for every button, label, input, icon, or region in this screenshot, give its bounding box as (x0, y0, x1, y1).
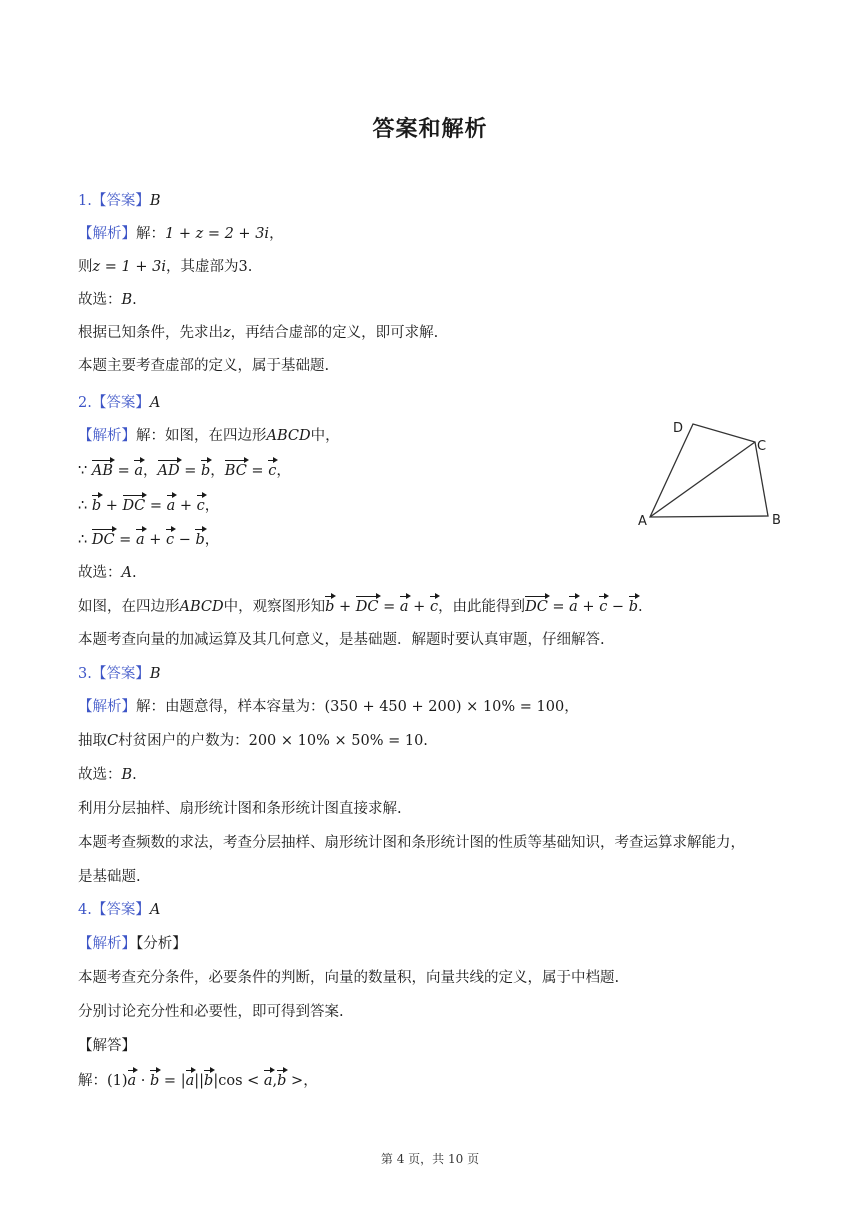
q1-text: . (247, 259, 253, 275)
q4-math: (1) (107, 1073, 128, 1089)
plus: + (175, 498, 197, 514)
q1-analysis-line-1 (78, 224, 284, 244)
comma: ， (276, 463, 291, 479)
q2-answer-tag: 【答案】 (91, 395, 150, 411)
vector-b: b (195, 532, 205, 548)
comma: , (272, 1073, 278, 1089)
q2-given-line (78, 461, 291, 481)
minus: − (174, 532, 196, 548)
abs-bars: || (194, 1073, 205, 1089)
q3-number: 3. (78, 666, 92, 682)
because-symbol: ∵ (78, 463, 92, 479)
vector-b: b (204, 1073, 214, 1089)
q4-number: 4. (78, 902, 92, 918)
q4-jieda-tag: 【解答】 (78, 1038, 136, 1054)
q2-text: 解：如图，在四边形 (136, 428, 267, 444)
q4-answer-tag: 【答案】 (91, 902, 150, 918)
q1-text: ， (269, 226, 284, 242)
q3-text: 解：由题意得，样本容量为： (136, 699, 325, 715)
q1-math: 1 + z = 2 + 3i (165, 226, 270, 242)
vector-a: a (127, 1073, 137, 1089)
q2-math: ABCD (179, 599, 224, 615)
q1-math: z (223, 325, 231, 341)
q4-analysis-text-2: 分别讨论充分性和必要性，即可得到答案. (78, 1004, 344, 1020)
q1-math: z = 1 + 3i (92, 259, 166, 275)
q3-text: ， (564, 699, 579, 715)
q3-math: (350 + 450 + 200) × 10% = 100 (324, 699, 565, 715)
q3-summary-line-2: 是基础题. (78, 869, 141, 885)
q4-analysis-text-1: 本题考查充分条件，必要条件的判断，向量的数量积，向量共线的定义，属于中档题. (78, 970, 620, 986)
comma: ， (204, 532, 220, 548)
q3-math: 200 × 10% × 50% = 10 (248, 733, 424, 749)
q1-text: 则 (78, 259, 93, 275)
vector-c: c (599, 599, 608, 615)
q3-math: C (107, 733, 119, 749)
therefore-symbol: ∴ (78, 532, 92, 548)
q1-math: 3 (238, 259, 248, 275)
equals: = (112, 463, 135, 479)
plus: + (144, 532, 166, 548)
q1-summary-line: 本题主要考查虚部的定义，属于基础题. (78, 358, 330, 374)
q3-analysis-line-1 (78, 697, 579, 717)
q1-text: 故选： (78, 292, 122, 308)
q1-answer-tag: 【答案】 (91, 193, 150, 209)
q1-method-line (78, 323, 438, 343)
q1-math: B (121, 292, 133, 308)
plus: + (101, 498, 123, 514)
q4-text: 解： (78, 1073, 107, 1089)
comma: ， (210, 463, 225, 479)
vector-a: a (263, 1073, 273, 1089)
q2-step-line-2 (78, 530, 219, 550)
q2-summary-line: 本题考查向量的加减运算及其几何意义，是基础题．解题时要认真审题，仔细解答. (78, 632, 605, 648)
q1-analysis-tag: 【解析】 (78, 226, 136, 242)
plus: + (334, 599, 356, 615)
plus: + (577, 599, 600, 615)
q1-text: 根据已知条件，先求出 (78, 325, 223, 341)
q4-text: >， (286, 1073, 318, 1089)
equals: = (246, 463, 269, 479)
q1-number: 1. (78, 193, 92, 209)
vector-a: a (166, 498, 176, 514)
q2-text: . (638, 599, 643, 615)
comma: ， (143, 463, 158, 479)
vector-dc: DC (122, 498, 146, 514)
q3-text: 村贫困户的户数为： (118, 733, 249, 749)
vertex-label-d: D (673, 421, 684, 436)
q2-step-line-1 (78, 496, 219, 516)
vector-a: a (569, 599, 578, 615)
q3-answer: B (149, 666, 161, 682)
page-title: 答案和解析 (372, 117, 488, 142)
vector-b: b (325, 599, 335, 615)
q2-number: 2. (78, 395, 92, 411)
q2-analysis-tag: 【解析】 (78, 428, 136, 444)
vector-ab: AB (91, 463, 113, 479)
vertex-label-a: A (638, 514, 647, 529)
q4-solution-line (78, 1071, 318, 1091)
q3-answer-line (78, 664, 161, 684)
q2-analysis-line-1 (78, 426, 340, 446)
vector-c: c (165, 532, 175, 548)
q1-text: 解： (136, 226, 165, 242)
q2-answer: A (149, 395, 161, 411)
q3-summary-line-1: 本题考查频数的求法，考查分层抽样、扇形统计图和条形统计图的性质等基础知识，考查运算求解能力， (78, 835, 745, 851)
q2-answer-line (78, 393, 160, 413)
vector-ad: AD (157, 463, 180, 479)
q4-analysis-line (78, 934, 187, 954)
vector-dc: DC (525, 599, 548, 615)
q3-answer-tag: 【答案】 (91, 666, 150, 682)
q2-text: ，由此能得到 (438, 599, 526, 615)
q4-fenxi-tag: 【分析】 (136, 936, 187, 952)
quadrilateral-outline (650, 424, 768, 517)
q3-analysis-tag: 【解析】 (78, 699, 136, 715)
vector-a: a (135, 532, 145, 548)
vector-dc: DC (355, 599, 379, 615)
plus: + (408, 599, 430, 615)
vector-bc: BC (224, 463, 247, 479)
equals: = (145, 498, 167, 514)
vector-a: a (185, 1073, 195, 1089)
vector-c: c (196, 498, 205, 514)
q1-text: ，再结合虚部的定义，即可求解. (230, 325, 439, 341)
cos-text: |cos < (213, 1073, 264, 1089)
dot-operator: · (136, 1073, 151, 1089)
vector-a: a (134, 463, 144, 479)
q2-text: . (131, 565, 137, 581)
vector-dc: DC (91, 532, 115, 548)
q1-text: ，其虚部为 (165, 259, 239, 275)
equals: = (547, 599, 570, 615)
equals: = (378, 599, 400, 615)
q2-text: 如图，在四边形 (78, 599, 180, 615)
equals: = | (159, 1073, 186, 1089)
equals: = (179, 463, 201, 479)
therefore-symbol: ∴ (78, 498, 92, 514)
vector-c: c (268, 463, 277, 479)
q2-text: 故选： (78, 565, 122, 581)
q1-choice-line (78, 290, 137, 310)
q3-math: B (121, 767, 133, 783)
q3-choice-line (78, 765, 137, 785)
equals: = (114, 532, 136, 548)
q3-analysis-line-2 (78, 731, 428, 751)
vertex-label-b: B (772, 513, 781, 528)
q4-analysis-tag: 【解析】 (78, 936, 136, 952)
vector-a: a (399, 599, 409, 615)
q3-text: 故选： (78, 767, 122, 783)
q3-text: 抽取 (78, 733, 107, 749)
vector-b: b (201, 463, 211, 479)
q2-method-line (78, 597, 643, 617)
q3-method-line: 利用分层抽样、扇形统计图和条形统计图直接求解. (78, 801, 402, 817)
q2-math: ABCD (266, 428, 311, 444)
q4-answer-line (78, 900, 160, 920)
vector-b: b (91, 498, 102, 514)
q2-text: 中， (310, 428, 340, 444)
vector-b: b (150, 1073, 160, 1089)
q1-answer-line (78, 191, 161, 211)
comma: ， (204, 498, 220, 514)
q3-text: . (132, 767, 137, 783)
page-footer: 第 4 页，共 10 页 (380, 1152, 480, 1166)
vector-b: b (628, 599, 638, 615)
q2-choice-line (78, 563, 137, 583)
minus: − (607, 599, 629, 615)
vector-b: b (277, 1073, 287, 1089)
diagonal-ac (650, 442, 755, 517)
quadrilateral-figure (632, 412, 792, 532)
vector-c: c (429, 599, 439, 615)
q1-answer: B (149, 193, 161, 209)
q4-answer: A (149, 902, 161, 918)
q2-text: 中，观察图形知 (223, 599, 326, 615)
q3-text: . (423, 733, 428, 749)
q2-math: A (121, 565, 132, 581)
q1-analysis-line-2 (78, 257, 252, 277)
q1-text: . (132, 292, 137, 308)
vertex-label-c: C (757, 439, 767, 454)
